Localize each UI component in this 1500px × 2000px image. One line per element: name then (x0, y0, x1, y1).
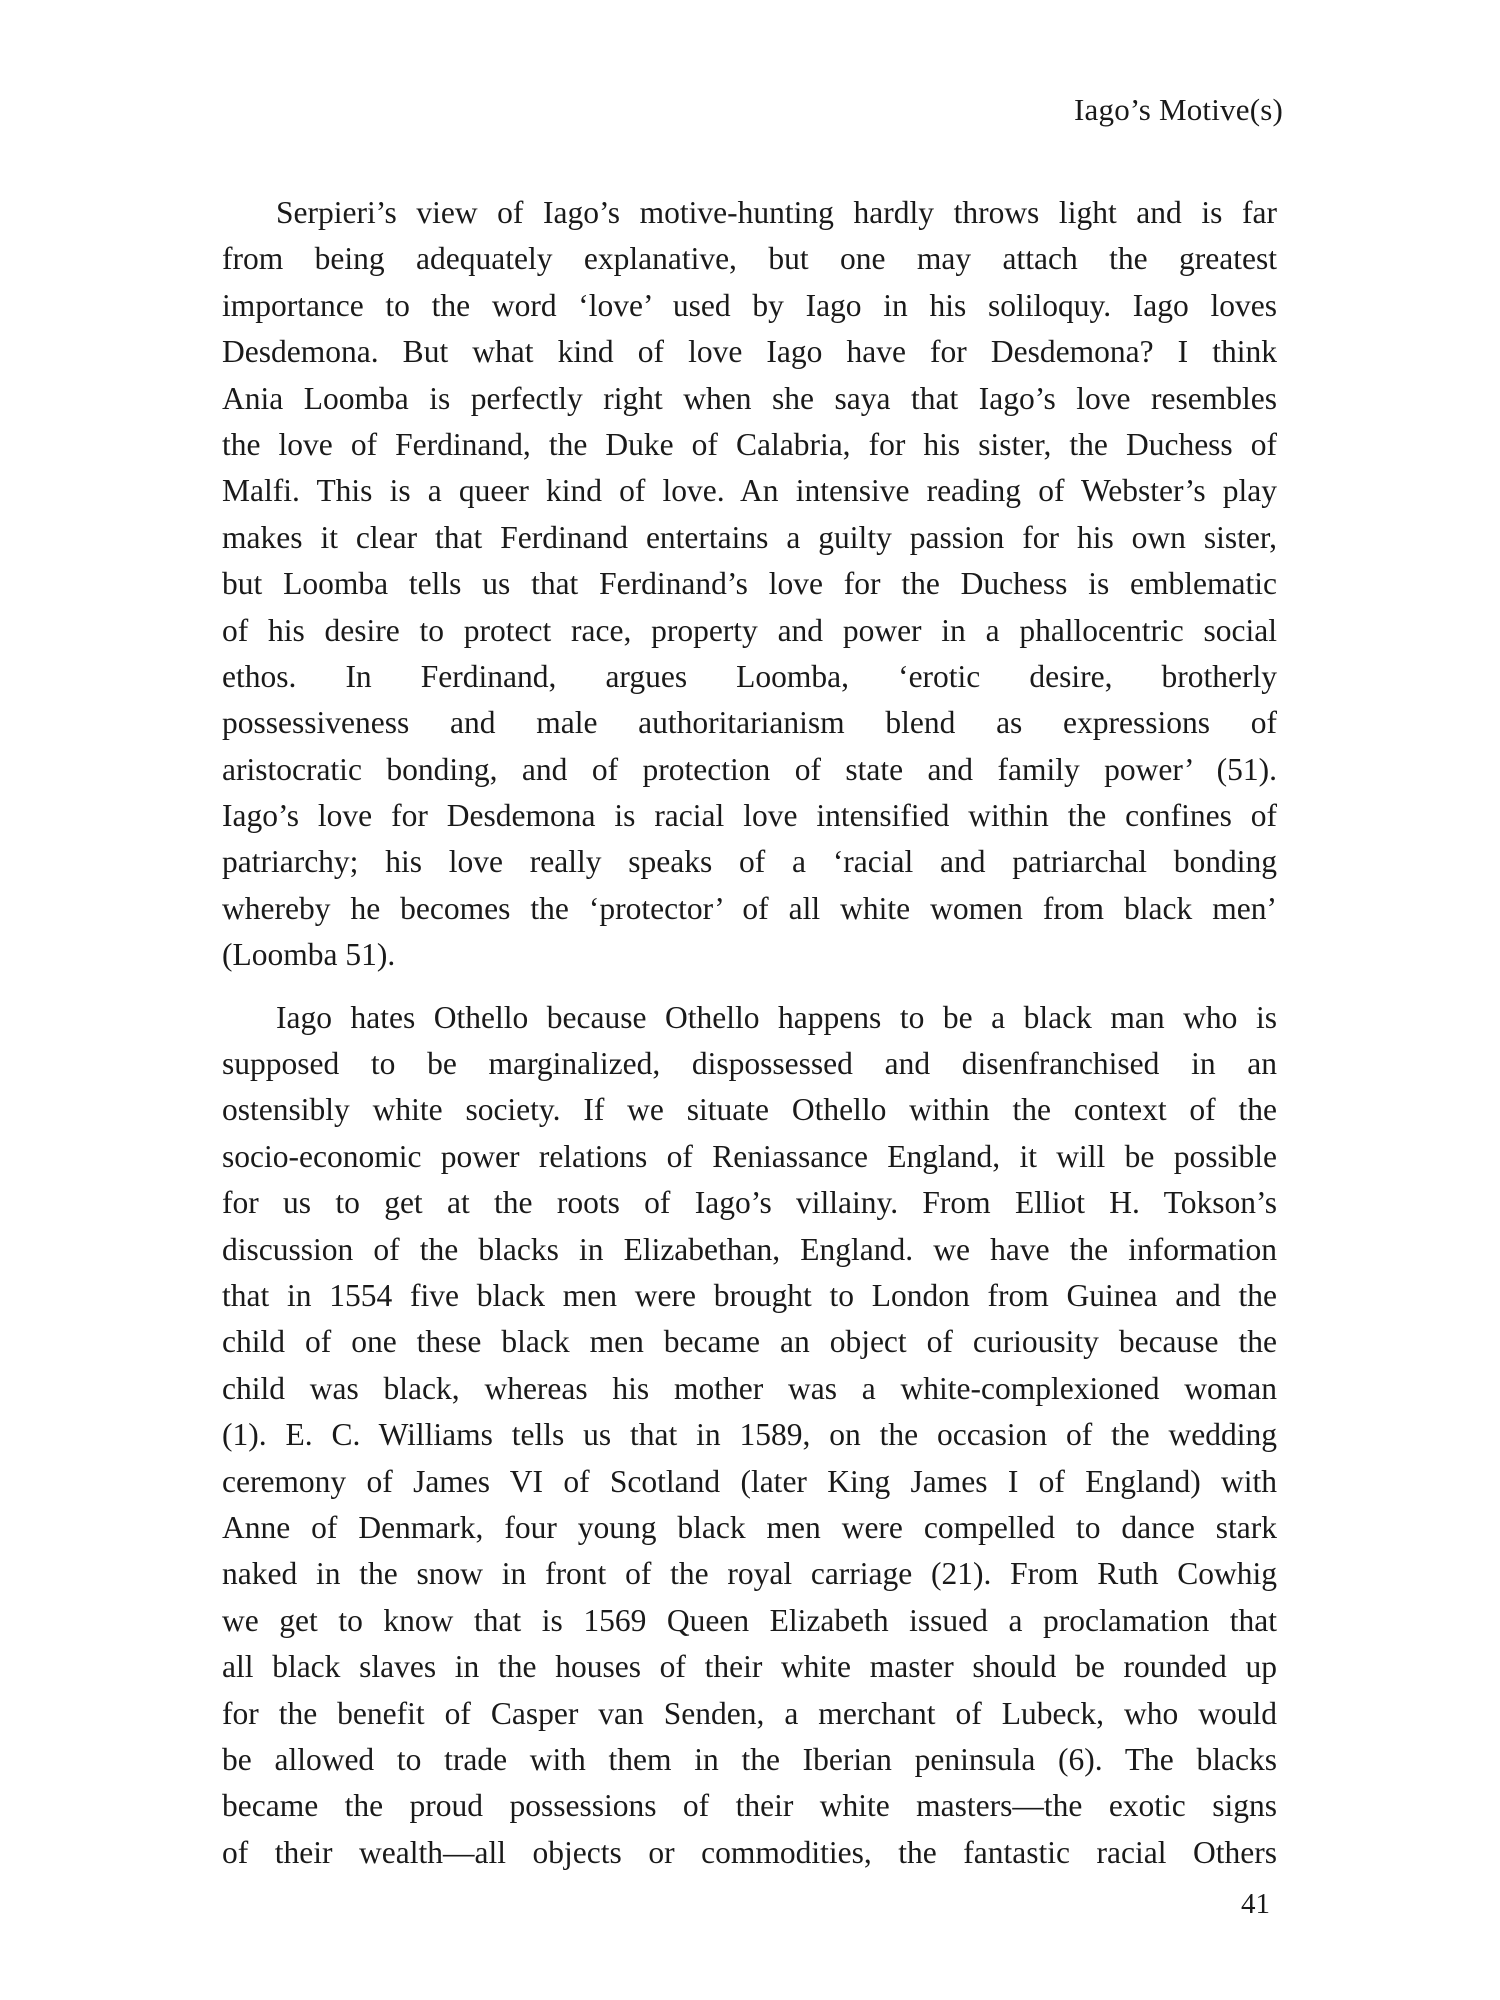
text-line: patriarchy; his love really speaks of a ‘racial and patriarchal bonding (222, 844, 1277, 880)
text-line: the love of Ferdinand, the Duke of Calabria, for his sister, the Duchess of (222, 426, 1277, 462)
text-line: ceremony of James VI of Scotland (later King James I of England) with (222, 1463, 1277, 1499)
text-line: Iago hates Othello because Othello happens to be a black man who is (276, 999, 1277, 1035)
text-line: Desdemona. But what kind of love Iago have for Desdemona? I think (222, 334, 1277, 370)
text-line: of their wealth—all objects or commodities, the fantastic racial Others (222, 1834, 1277, 1870)
text-line: from being adequately explanative, but one may attach the greatest (222, 241, 1277, 277)
text-line: (1). E. C. Williams tells us that in 1589, on the occasion of the wedding (222, 1417, 1277, 1453)
text-line: (Loomba 51). (222, 937, 396, 973)
paragraph-gap (222, 979, 1277, 995)
text-line: that in 1554 five black men were brought to London from Guinea and the (222, 1277, 1277, 1313)
text-line: for us to get at the roots of Iago’s villainy. From Elliot H. Tokson’s (222, 1185, 1277, 1221)
text-line: we get to know that is 1569 Queen Elizabeth issued a proclamation that (222, 1602, 1277, 1638)
text-line: Ania Loomba is perfectly right when she saya that Iago’s love resembles (222, 380, 1277, 416)
text-line: whereby he becomes the ‘protector’ of all white women from black men’ (222, 890, 1277, 926)
text-line: Serpieri’s view of Iago’s motive-hunting hardly throws light and is far (276, 195, 1277, 230)
text-line: but Loomba tells us that Ferdinand’s love for the Duchess is emblematic (222, 566, 1277, 602)
text-line: naked in the snow in front of the royal carriage (21). From Ruth Cowhig (222, 1556, 1277, 1592)
text-line: for the benefit of Casper van Senden, a merchant of Lubeck, who would (222, 1695, 1277, 1731)
text-line: socio-economic power relations of Reniassance England, it will be possible (222, 1138, 1277, 1174)
text-line: ethos. In Ferdinand, argues Loomba, ‘erotic desire, brotherly (222, 658, 1277, 694)
text-line: discussion of the blacks in Elizabethan, England. we have the information (222, 1231, 1277, 1267)
text-line: be allowed to trade with them in the Iberian peninsula (6). The blacks (222, 1741, 1277, 1777)
text-line: importance to the word ‘love’ used by Iago in his soliloquy. Iago loves (222, 287, 1277, 323)
text-line: makes it clear that Ferdinand entertains a guilty passion for his own sister, (222, 519, 1277, 555)
text-line: possessiveness and male authoritarianism blend as expressions of (222, 705, 1277, 741)
page-number: 41 (1241, 1888, 1270, 1920)
text-line: all black slaves in the houses of their white master should be rounded up (222, 1649, 1277, 1685)
paragraph-2 (222, 995, 1277, 1876)
text-line: aristocratic bonding, and of protection of state and family power’ (51). (222, 751, 1277, 787)
text-line: Anne of Denmark, four young black men were compelled to dance stark (222, 1509, 1277, 1545)
text-line: child was black, whereas his mother was a white-complexioned woman (222, 1370, 1277, 1406)
text-line: ostensibly white society. If we situate Othello within the context of the (222, 1092, 1277, 1128)
text-line: of his desire to protect race, property and power in a phallocentric social (222, 612, 1277, 648)
text-line: Iago’s love for Desdemona is racial love intensified within the confines of (222, 798, 1277, 834)
text-line: Malfi. This is a queer kind of love. An intensive reading of Webster’s play (222, 473, 1277, 509)
text-line: supposed to be marginalized, dispossessed and disenfranchised in an (222, 1046, 1277, 1082)
text-line: became the proud possessions of their white masters—the exotic signs (222, 1788, 1277, 1824)
running-head: Iago’s Motive(s) (1074, 92, 1283, 127)
body-text (222, 190, 1277, 1876)
text-line: child of one these black men became an object of curiousity because the (222, 1324, 1277, 1360)
paragraph-1 (222, 190, 1277, 979)
